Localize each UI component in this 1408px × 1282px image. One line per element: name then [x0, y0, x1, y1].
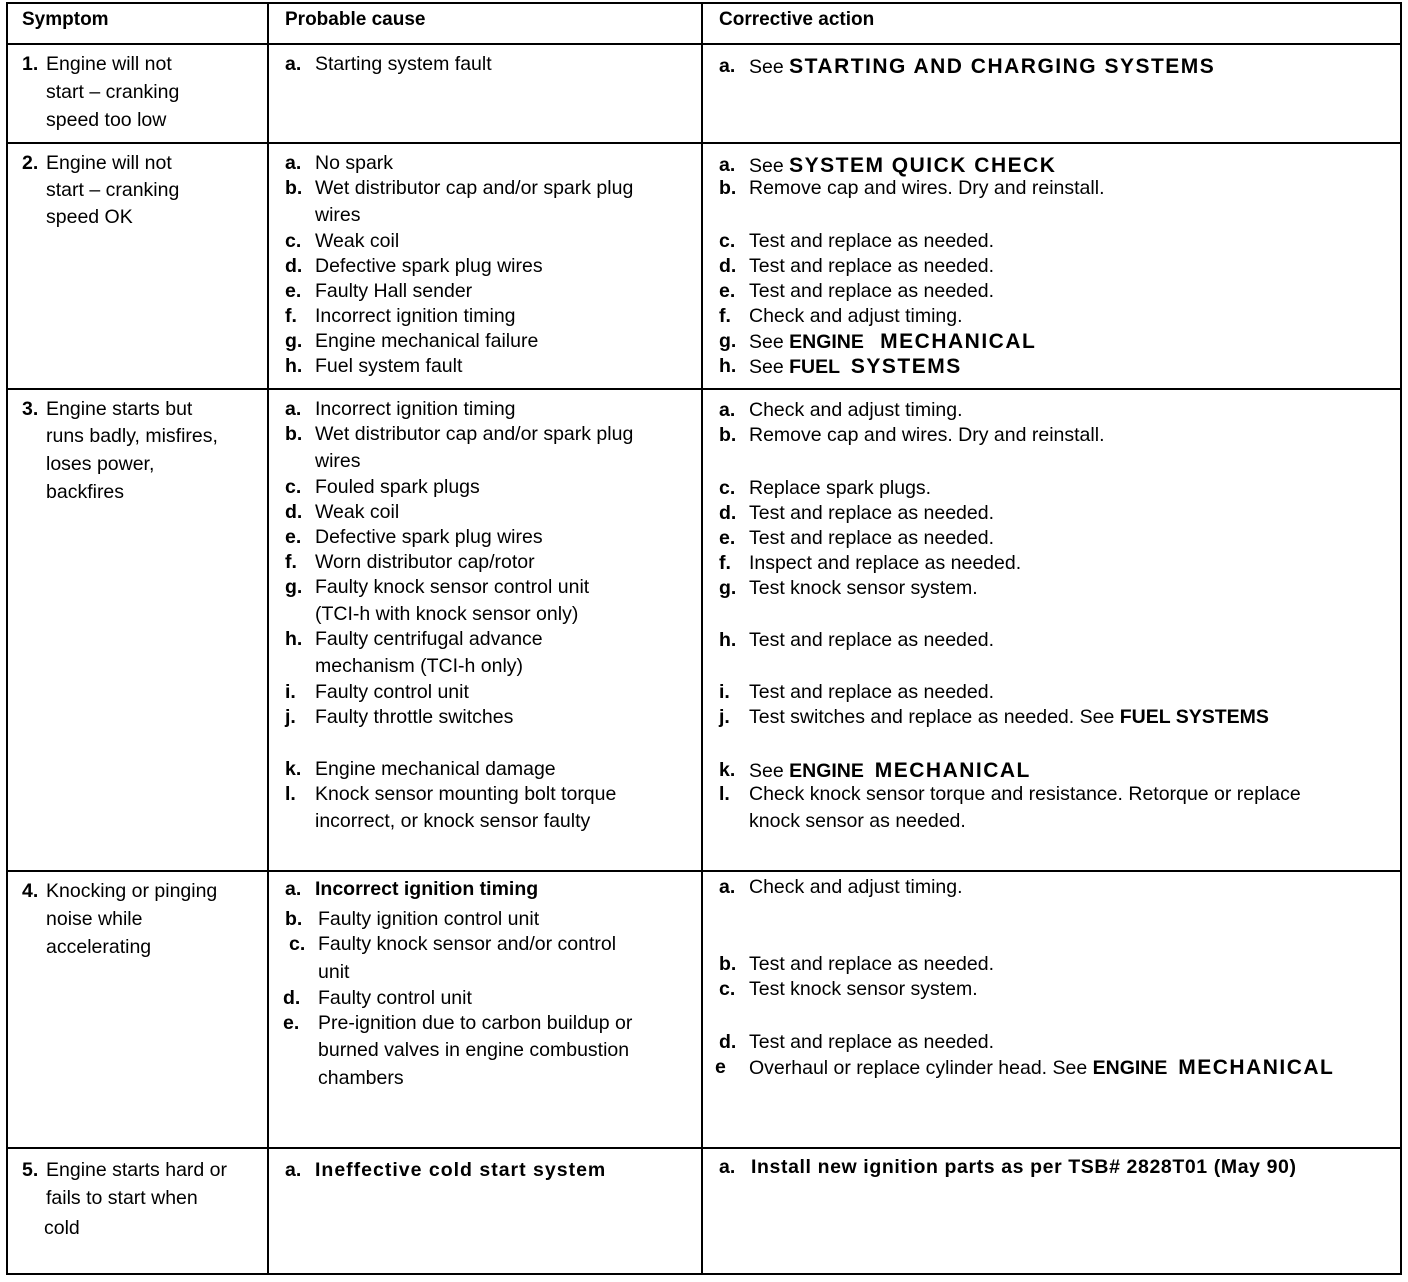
- cause-text: No spark: [315, 152, 394, 174]
- symptom-line: cold: [44, 1217, 80, 1239]
- action-label: f.: [719, 305, 731, 327]
- action-text: Test and replace as needed.: [749, 230, 995, 252]
- cause-label: b.: [285, 423, 303, 445]
- action-label: l.: [719, 783, 730, 805]
- symptom-number: 2.: [22, 152, 39, 174]
- action-text: Test and replace as needed.: [749, 527, 995, 549]
- action-label: e.: [719, 527, 736, 549]
- cause-text: Weak coil: [315, 230, 400, 252]
- cause-text: Fouled spark plugs: [315, 476, 480, 498]
- cause-text: Wet distributor cap and/or spark plug: [315, 177, 634, 199]
- action-text: Test and replace as needed.: [749, 502, 995, 524]
- cause-label: f.: [285, 305, 297, 327]
- cause-text: Faulty throttle switches: [315, 706, 514, 728]
- cause-text: Faulty knock sensor control unit: [315, 576, 590, 598]
- action-text: Test knock sensor system.: [749, 978, 978, 1000]
- cause-text: Wet distributor cap and/or spark plug: [315, 423, 634, 445]
- action-label: a.: [719, 154, 736, 176]
- action-label: f.: [719, 552, 731, 574]
- action-text: See STARTING AND CHARGING SYSTEMS: [749, 55, 1216, 78]
- cause-text: wires: [315, 204, 361, 226]
- action-text: Test and replace as needed.: [749, 255, 995, 277]
- symptom-line: fails to start when: [46, 1187, 198, 1209]
- action-label: a.: [719, 55, 736, 77]
- cause-text: Defective spark plug wires: [315, 526, 543, 548]
- action-label: h.: [719, 355, 737, 377]
- cause-label: e.: [283, 1012, 300, 1034]
- section-reference: SYSTEM QUICK CHECK: [789, 154, 1057, 177]
- header-action: Corrective action: [719, 9, 875, 30]
- cause-label: a.: [285, 878, 302, 900]
- section-reference: MECHANICAL: [1178, 1056, 1335, 1079]
- symptom-line: Engine will not: [46, 152, 172, 174]
- cause-label: d.: [285, 255, 303, 277]
- action-text: Install new ignition parts as per TSB# 2828T01 (May 90): [751, 1156, 1297, 1178]
- section-reference: SYSTEMS: [850, 355, 962, 378]
- cause-text: Engine mechanical damage: [315, 758, 556, 780]
- section-reference-bold: FUEL: [789, 356, 841, 378]
- cause-text: Weak coil: [315, 501, 400, 523]
- cause-text: Knock sensor mounting bolt torque: [315, 783, 617, 805]
- action-label: j.: [719, 706, 730, 728]
- symptom-line: accelerating: [46, 936, 152, 958]
- action-label: a.: [719, 399, 736, 421]
- cause-label: l.: [285, 783, 296, 805]
- column-divider: [267, 2, 269, 1275]
- symptom-line: speed too low: [46, 109, 167, 131]
- cause-text: Engine mechanical failure: [315, 330, 539, 352]
- symptom-number: 4.: [22, 880, 39, 902]
- cause-label: g.: [285, 330, 303, 352]
- symptom-line: runs badly, misfires,: [46, 425, 218, 447]
- row-divider: [6, 870, 1402, 872]
- cause-text: Incorrect ignition timing: [315, 398, 516, 420]
- symptom-line: Knocking or pinging: [46, 880, 218, 902]
- cause-label: c.: [285, 476, 302, 498]
- cause-text: Worn distributor cap/rotor: [315, 551, 535, 573]
- cause-text: chambers: [318, 1067, 404, 1089]
- action-text: Test and replace as needed.: [749, 1031, 995, 1053]
- cause-text: Faulty centrifugal advance: [315, 628, 543, 650]
- cause-label: a.: [285, 53, 302, 75]
- row-divider: [6, 1147, 1402, 1149]
- cause-text: Defective spark plug wires: [315, 255, 543, 277]
- action-label: i.: [719, 681, 730, 703]
- cause-text: Incorrect ignition timing: [315, 305, 516, 327]
- action-label: b.: [719, 424, 737, 446]
- cause-text: Fuel system fault: [315, 355, 463, 377]
- cause-text: incorrect, or knock sensor faulty: [315, 810, 591, 832]
- action-text: Inspect and replace as needed.: [749, 552, 1022, 574]
- cause-label: a.: [285, 152, 302, 174]
- action-label: b.: [719, 953, 737, 975]
- cause-label: e.: [285, 526, 302, 548]
- action-text: Check knock sensor torque and resistance. Retorque or replace: [749, 783, 1301, 805]
- cause-label: b.: [285, 908, 303, 930]
- cause-label: h.: [285, 355, 303, 377]
- symptom-line: start – cranking: [46, 179, 180, 201]
- action-label: b.: [719, 177, 737, 199]
- cause-text: Faulty knock sensor and/or control: [318, 933, 617, 955]
- table-frame: [6, 2, 1402, 1275]
- cause-text: (TCI-h with knock sensor only): [315, 603, 579, 625]
- cause-label: a.: [285, 398, 302, 420]
- symptom-line: Engine starts hard or: [46, 1159, 228, 1181]
- cause-label: i.: [285, 681, 296, 703]
- cause-label: f.: [285, 551, 297, 573]
- action-text: Remove cap and wires. Dry and reinstall.: [749, 177, 1105, 199]
- symptom-line: start – cranking: [46, 81, 180, 103]
- action-label: d.: [719, 255, 737, 277]
- action-text: Replace spark plugs.: [749, 477, 932, 499]
- cause-label: d.: [285, 501, 303, 523]
- section-reference: STARTING AND CHARGING SYSTEMS: [789, 55, 1216, 78]
- cause-text: Faulty control unit: [315, 681, 469, 703]
- cause-text: Pre-ignition due to carbon buildup or: [318, 1012, 633, 1034]
- header-symptom: Symptom: [22, 9, 109, 30]
- cause-text: Ineffective cold start system: [315, 1159, 607, 1181]
- cause-text: burned valves in engine combustion: [318, 1039, 630, 1061]
- cause-label: a.: [285, 1159, 302, 1181]
- symptom-line: backfires: [46, 481, 125, 503]
- row-divider: [6, 142, 1402, 144]
- cause-text: Faulty control unit: [318, 987, 472, 1009]
- action-text: Test and replace as needed.: [749, 280, 995, 302]
- action-text: See ENGINE MECHANICAL: [749, 759, 1031, 782]
- action-text: See ENGINE MECHANICAL: [749, 330, 1037, 353]
- action-text: See FUEL SYSTEMS: [749, 355, 962, 378]
- cause-label: e.: [285, 280, 302, 302]
- cause-text: Faulty ignition control unit: [318, 908, 540, 930]
- action-label: k.: [719, 759, 736, 781]
- cause-label: h.: [285, 628, 303, 650]
- cause-text: unit: [318, 961, 350, 983]
- section-reference-bold: ENGINE: [789, 331, 864, 353]
- action-label: d.: [719, 502, 737, 524]
- symptom-number: 1.: [22, 53, 39, 75]
- action-label: c.: [719, 477, 736, 499]
- header-divider: [6, 43, 1402, 45]
- action-label: g.: [719, 330, 737, 352]
- action-label: c.: [719, 978, 736, 1000]
- cause-label: c.: [289, 933, 306, 955]
- cause-text: Faulty Hall sender: [315, 280, 473, 302]
- symptom-line: Engine will not: [46, 53, 172, 75]
- action-text: Check and adjust timing.: [749, 305, 963, 327]
- header-cause: Probable cause: [285, 9, 426, 30]
- action-text: Check and adjust timing.: [749, 876, 963, 898]
- action-text: Test and replace as needed.: [749, 629, 995, 651]
- column-divider: [701, 2, 703, 1275]
- action-text: knock sensor as needed.: [749, 810, 966, 832]
- cause-text: mechanism (TCI-h only): [315, 655, 524, 677]
- cause-label: k.: [285, 758, 302, 780]
- action-label: g.: [719, 577, 737, 599]
- symptom-number: 3.: [22, 398, 39, 420]
- action-text: Overhaul or replace cylinder head. See ENGINE MECHANICAL: [749, 1056, 1335, 1079]
- cause-text: wires: [315, 450, 361, 472]
- action-label: e: [715, 1056, 726, 1078]
- cause-label: d.: [283, 987, 301, 1009]
- action-label: a.: [719, 1156, 736, 1178]
- action-label: d.: [719, 1031, 737, 1053]
- action-label: a.: [719, 876, 736, 898]
- action-label: e.: [719, 280, 736, 302]
- action-text: Check and adjust timing.: [749, 399, 963, 421]
- symptom-line: Engine starts but: [46, 398, 193, 420]
- cause-text: Incorrect ignition timing: [315, 878, 539, 900]
- section-reference: MECHANICAL: [874, 759, 1031, 782]
- symptom-line: speed OK: [46, 206, 133, 228]
- cause-label: b.: [285, 177, 303, 199]
- action-label: h.: [719, 629, 737, 651]
- section-reference-bold: ENGINE: [789, 760, 864, 782]
- section-reference-bold: FUEL SYSTEMS: [1119, 706, 1269, 728]
- symptom-line: loses power,: [46, 453, 155, 475]
- cause-label: g.: [285, 576, 303, 598]
- symptom-number: 5.: [22, 1159, 39, 1181]
- action-text: Test knock sensor system.: [749, 577, 978, 599]
- action-text: See SYSTEM QUICK CHECK: [749, 154, 1057, 177]
- section-reference-bold: ENGINE: [1092, 1057, 1168, 1079]
- cause-text: Starting system fault: [315, 53, 492, 75]
- cause-label: c.: [285, 230, 302, 252]
- row-divider: [6, 388, 1402, 390]
- section-reference: MECHANICAL: [880, 330, 1037, 353]
- cause-label: j.: [285, 706, 296, 728]
- action-text: Test and replace as needed.: [749, 953, 995, 975]
- action-text: Test switches and replace as needed. See FUEL SYSTEMS: [749, 706, 1269, 728]
- action-label: c.: [719, 230, 736, 252]
- action-text: Test and replace as needed.: [749, 681, 995, 703]
- action-text: Remove cap and wires. Dry and reinstall.: [749, 424, 1105, 446]
- symptom-line: noise while: [46, 908, 143, 930]
